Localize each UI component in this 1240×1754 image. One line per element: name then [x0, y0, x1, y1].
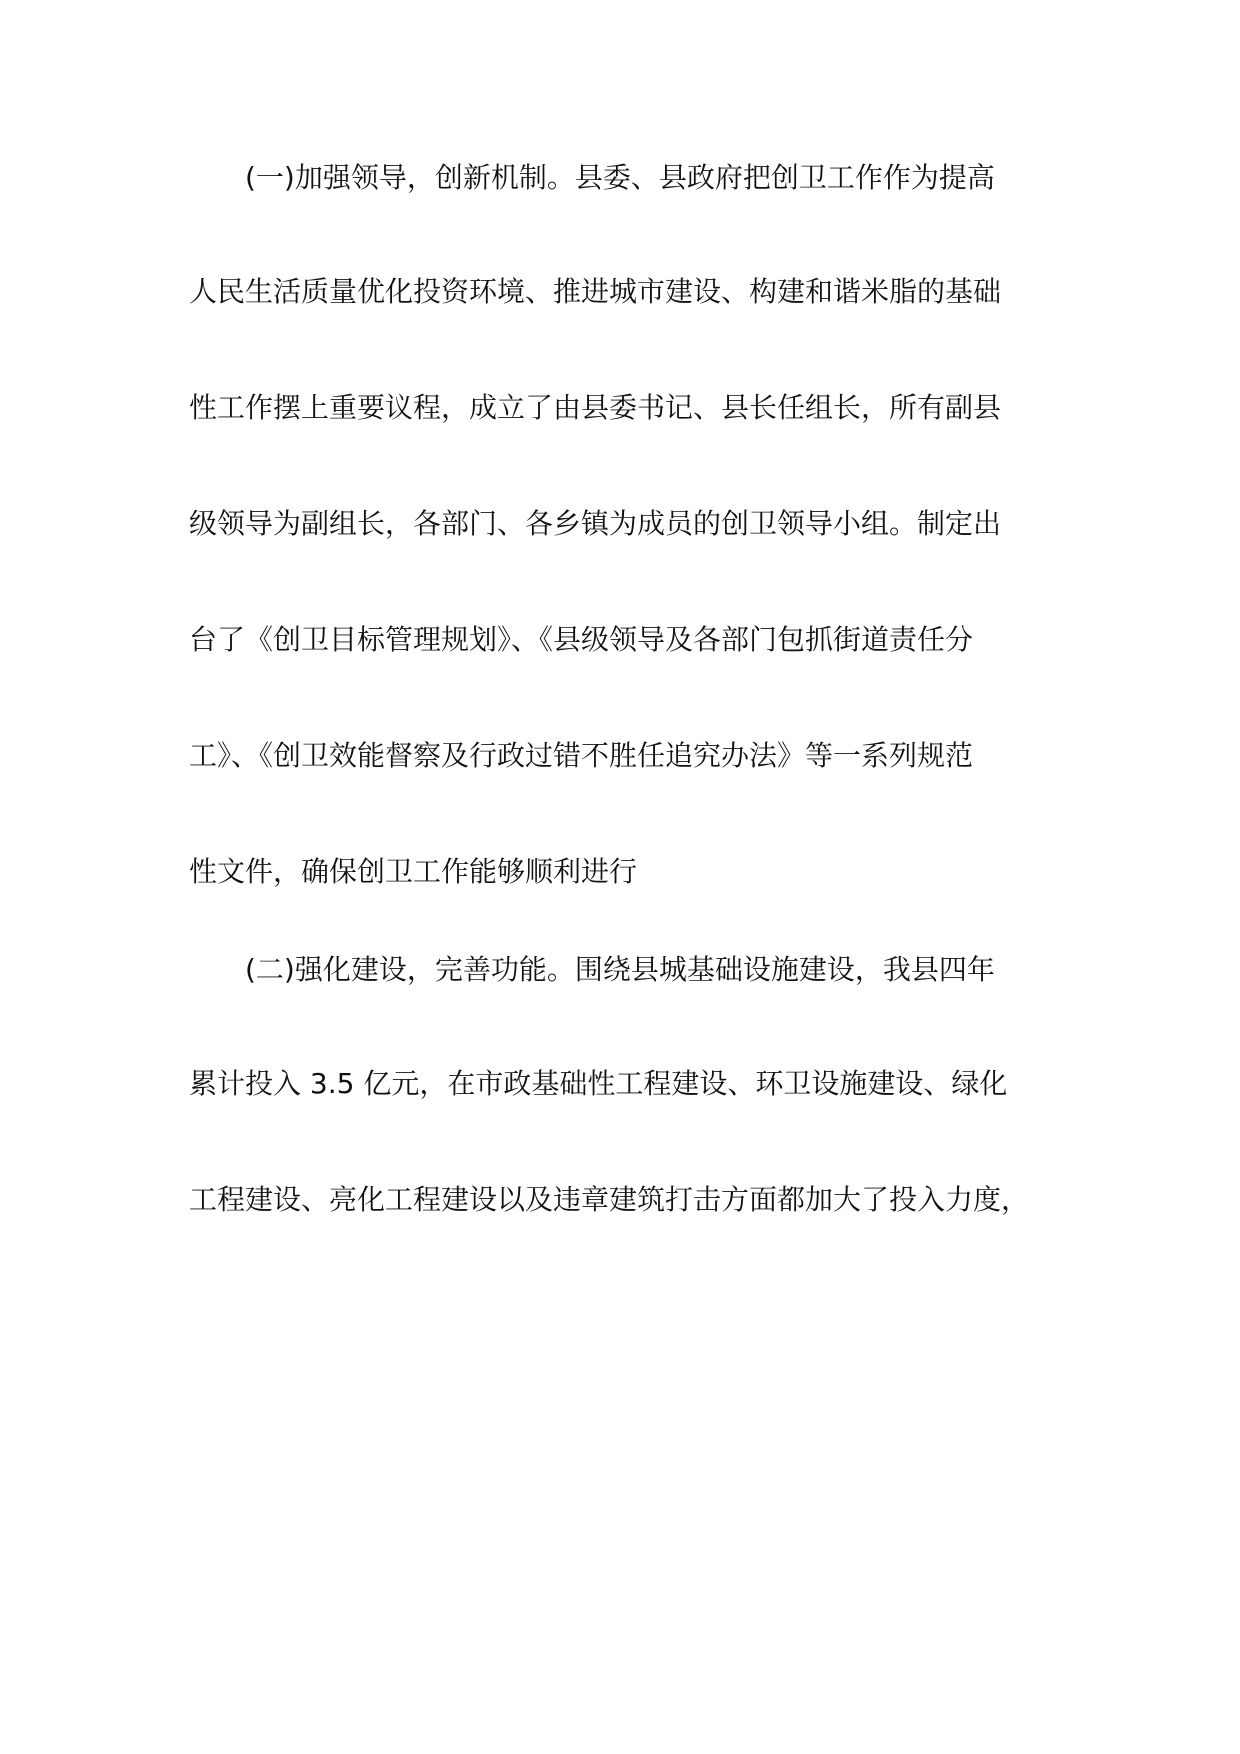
paragraph-1-line-5: 台了《创卫目标管理规划》、《县级领导及各部门包抓街道责任分	[189, 623, 974, 656]
paragraph-2-line-1: (二)强化建设，完善功能。围绕县城基础设施建设，我县四年	[245, 953, 995, 986]
paragraph-1-line-4: 级领导为副组长，各部门、各乡镇为成员的创卫领导小组。制定出	[189, 507, 1002, 540]
paragraph-1-line-3: 性工作摆上重要议程，成立了由县委书记、县长任组长，所有副县	[189, 391, 1002, 424]
paragraph-2-line-2: 累计投入 3.5 亿元，在市政基础性工程建设、环卫设施建设、绿化	[189, 1067, 1008, 1100]
paragraph-2-line-3: 工程建设、亮化工程建设以及违章建筑打击方面都加大了投入力度，	[189, 1183, 1030, 1216]
paragraph-1-line-2: 人民生活质量优化投资环境、推进城市建设、构建和谐米脂的基础	[189, 275, 1002, 308]
paragraph-1-line-6: 工》、《创卫效能督察及行政过错不胜任追究办法》等一系列规范	[189, 739, 974, 772]
paragraph-1-line-7: 性文件，确保创卫工作能够顺利进行	[189, 855, 638, 888]
paragraph-1-line-1: (一)加强领导，创新机制。县委、县政府把创卫工作作为提高	[245, 161, 995, 194]
